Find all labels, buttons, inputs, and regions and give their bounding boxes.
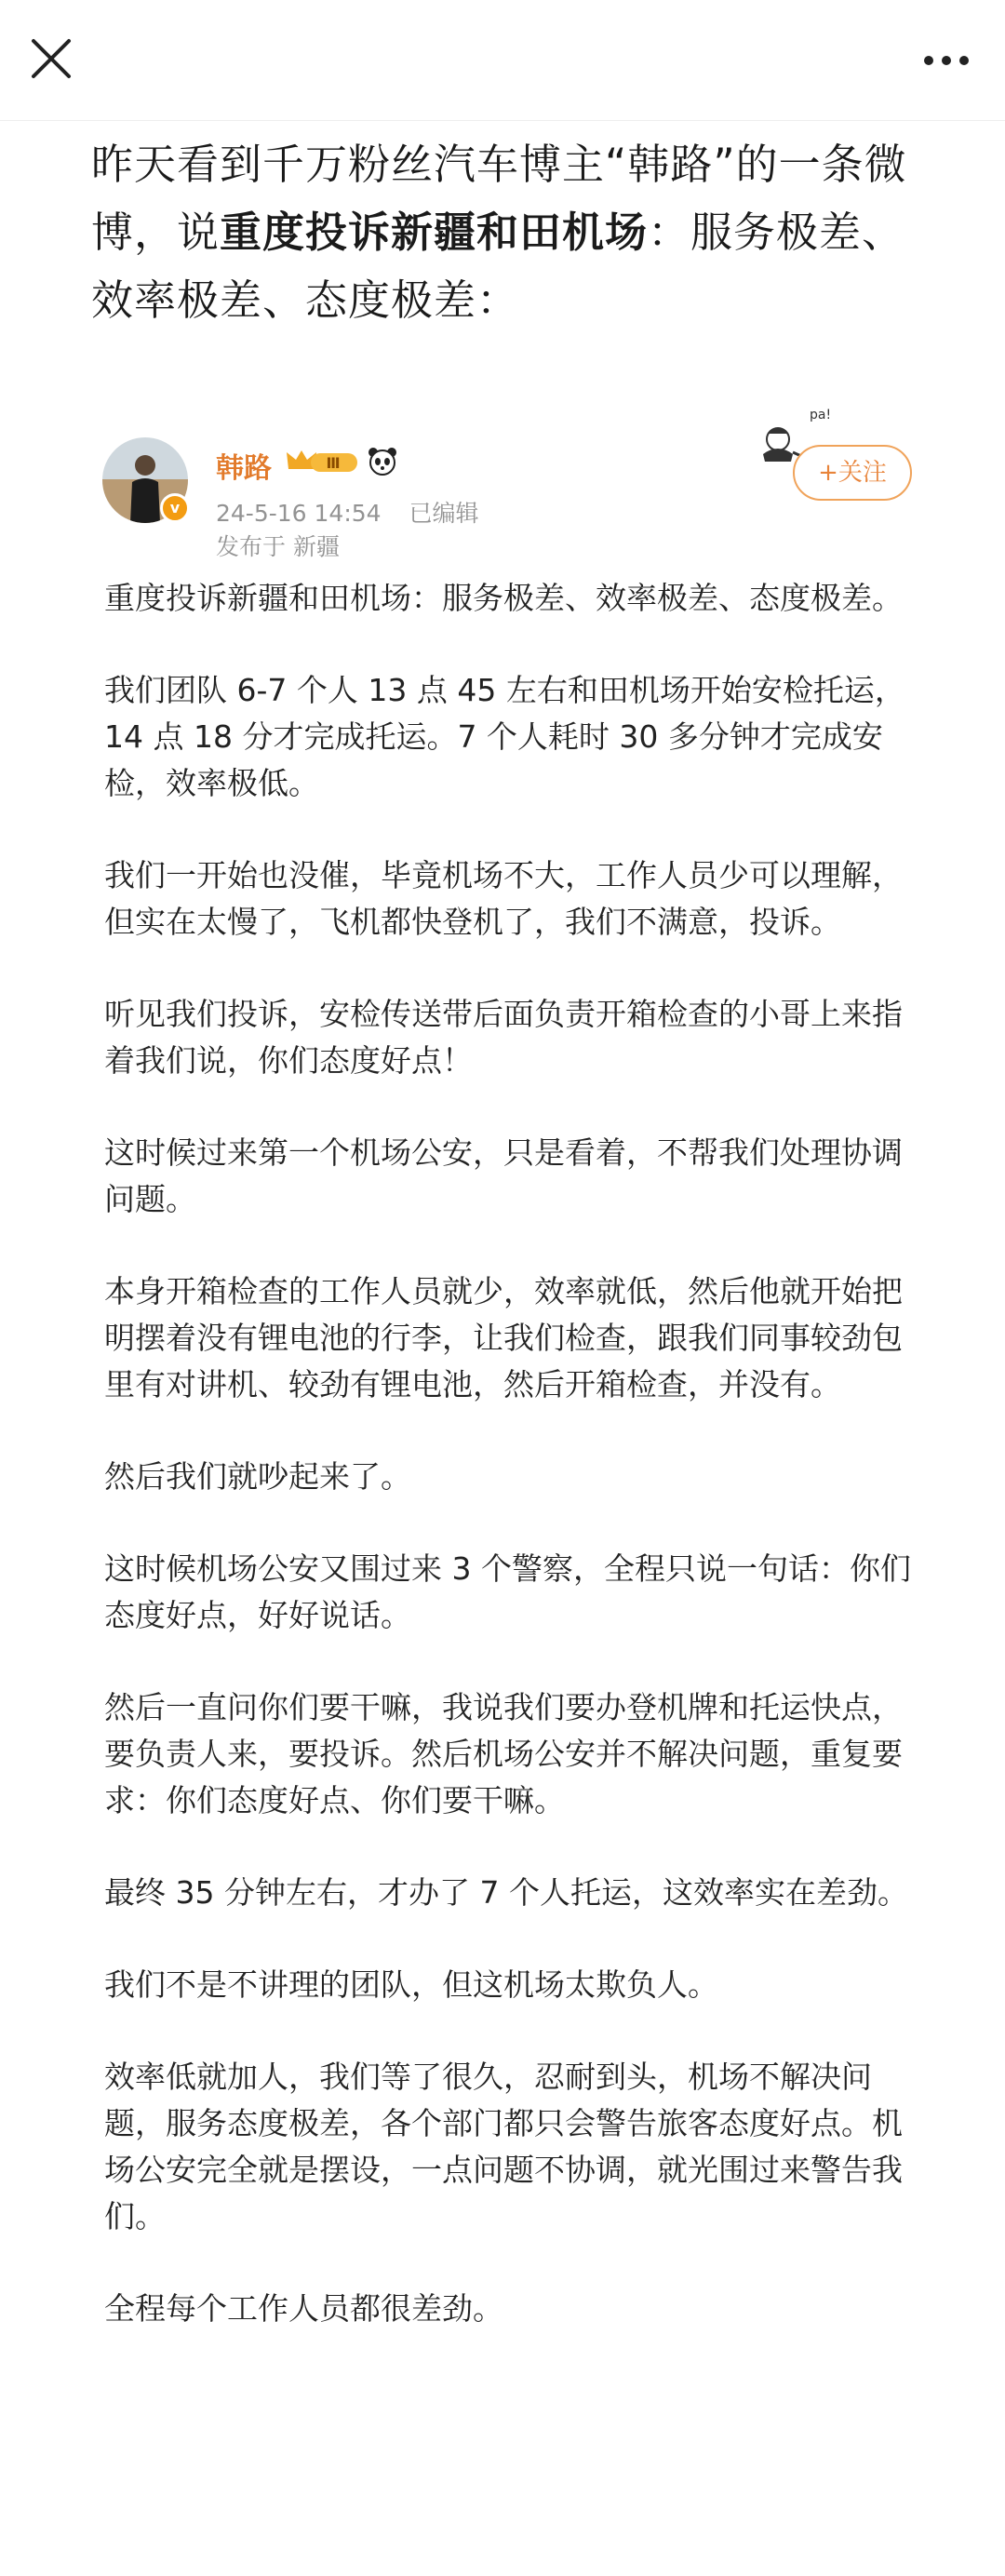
- post-paragraph: 我们团队 6-7 个人 13 点 45 左右和田机场开始安检托运，14 点 18 分才完成托运。7 个人耗时 30 多分钟才完成安检，效率极低。: [104, 672, 905, 801]
- post-paragraph: 全程每个工作人员都很差劲。: [104, 2290, 503, 2327]
- headline-text-1: 昨天看到千万粉丝汽车博主“韩路”的一条微博，说: [91, 140, 907, 257]
- close-icon: [19, 26, 84, 91]
- post-paragraph: 我们一开始也没催，毕竟机场不大，工作人员少可以理解，但实在太慢了，飞机都快登机了，我们不满意，投诉。: [104, 857, 903, 940]
- follow-button[interactable]: +关注: [793, 445, 912, 501]
- article-headline: [91, 130, 929, 334]
- post-paragraph: 我们不是不讲理的团队，但这机场太欺负人。: [104, 1966, 718, 2003]
- top-bar: [0, 0, 1005, 121]
- doodle-text: pa!: [810, 408, 832, 423]
- embedded-weibo-post: [0, 372, 1005, 2576]
- post-meta: [216, 495, 500, 529]
- username[interactable]: 韩路: [216, 452, 272, 485]
- level-badge-text: Ⅲ: [326, 454, 341, 472]
- panda-icon: [366, 445, 399, 478]
- post-timestamp: 24-5-16 14:54: [216, 500, 382, 527]
- post-paragraph: 这时候机场公安又围过来 3 个警察，全程只说一句话：你们态度好点，好好说话。: [104, 1550, 911, 1633]
- more-icon: [914, 28, 979, 93]
- post-paragraph: 然后我们就吵起来了。: [104, 1458, 411, 1495]
- post-paragraph: 最终 35 分钟左右，才办了 7 个人托运，这效率实在差劲。: [104, 1874, 908, 1911]
- verified-badge-icon: v: [160, 493, 190, 523]
- post-paragraph: 听见我们投诉，安检传送带后面负责开箱检查的小哥上来指着我们说，你们态度好点！: [104, 996, 903, 1079]
- post-location: 发布于 新疆: [216, 533, 340, 560]
- more-button[interactable]: [914, 28, 979, 93]
- headline-bold-text: 重度投诉新疆和田机场: [220, 208, 649, 257]
- post-paragraph: 这时候过来第一个机场公安，只是看着，不帮我们处理协调问题。: [104, 1134, 903, 1217]
- post-paragraph: 本身开箱检查的工作人员就少，效率就低，然后他就开始把明摆着没有锂电池的行李，让我们检查，跟我们同事较劲包里有对讲机、较劲有锂电池，然后开箱检查，并没有。: [104, 1273, 903, 1402]
- headline-text-2: ：服务极差、效率极差、态度极差：: [91, 208, 905, 325]
- post-paragraph: 效率低就加人，我们等了很久，忍耐到头，机场不解决问题，服务态度极差，各个部门都只会警告旅客态度好点。机场公安完全就是摆设，一点问题不协调，就光围过来警告我们。: [104, 2059, 903, 2234]
- edited-label: 已编辑: [409, 500, 479, 527]
- post-paragraph: 然后一直问你们要干嘛，我说我们要办登机牌和托运快点，要负责人来，要投诉。然后机场公安并不解决问题，重复要求：你们态度好点、你们要干嘛。: [104, 1689, 903, 1818]
- post-paragraph: 重度投诉新疆和田机场：服务极差、效率极差、态度极差。: [104, 580, 903, 616]
- crown-level-badge-icon: [285, 447, 361, 476]
- close-button[interactable]: [19, 26, 84, 91]
- post-body: [104, 575, 914, 2378]
